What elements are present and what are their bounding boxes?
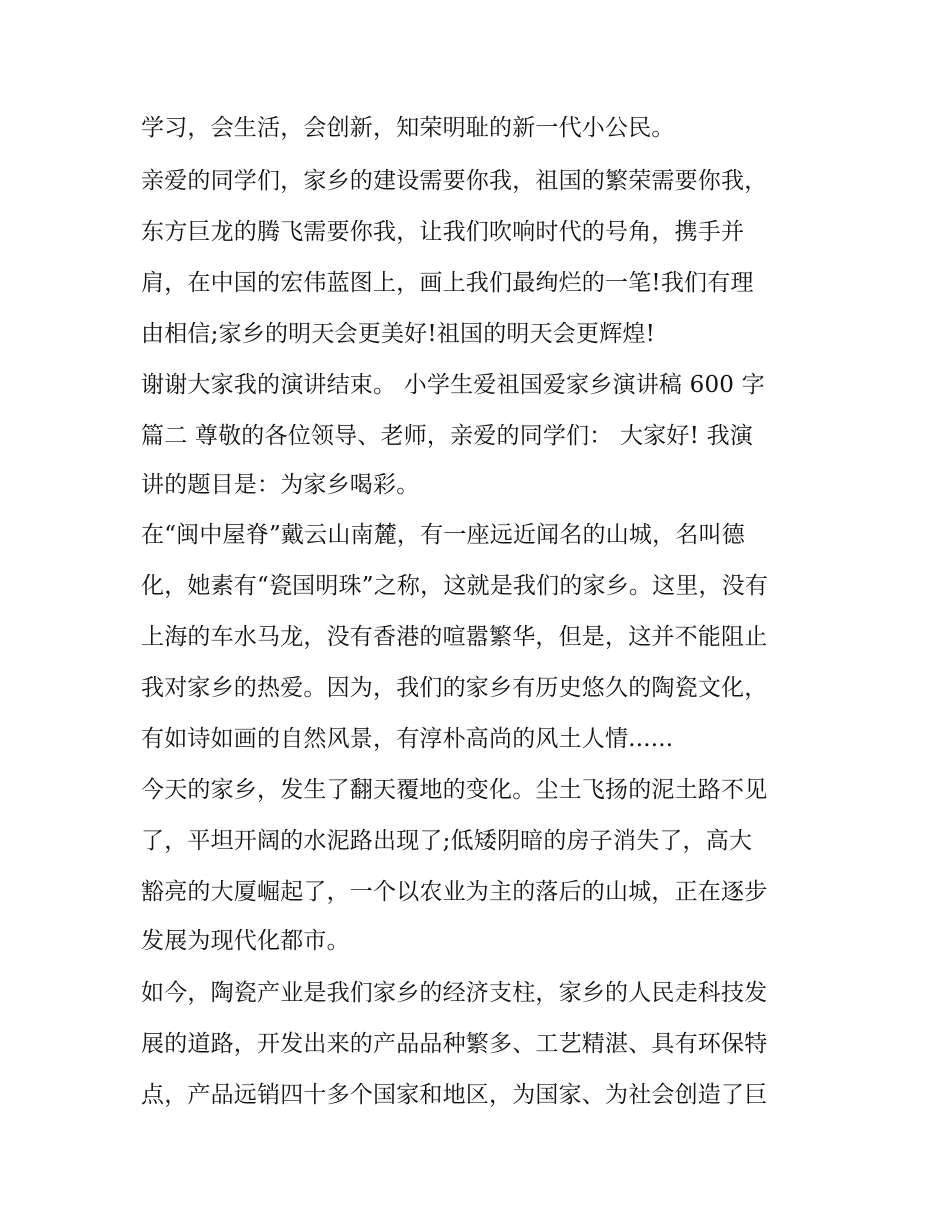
text-line: 讲的题目是：为家乡喝彩。: [141, 472, 420, 498]
text-line: 如今，陶瓷产业是我们家乡的经济支柱，家乡的人民走科技发: [141, 980, 768, 1006]
text-line: 由相信;家乡的明天会更美好!祖国的明天会更辉煌!: [141, 321, 656, 347]
text-line: 展的道路，开发出来的产品品种繁多、工艺精湛、具有环保特: [141, 1031, 768, 1057]
text-line: 化，她素有“瓷国明珠”之称，这就是我们的家乡。这里，没有: [141, 573, 769, 599]
text-line: 篇二 尊敬的各位领导、老师，亲爱的同学们： 大家好! 我演: [141, 423, 753, 449]
text-line: 学习，会生活，会创新，知荣明耻的新一代小公民。: [141, 115, 675, 141]
text-line: 点，产品远销四十多个国家和地区，为国家、为社会创造了巨: [141, 1082, 768, 1108]
text-line: 东方巨龙的腾飞需要你我，让我们吹响时代的号角，携手并: [141, 219, 745, 245]
text-line: 我对家乡的热爱。因为，我们的家乡有历史悠久的陶瓷文化，: [141, 675, 768, 701]
text-line: 豁亮的大厦崛起了，一个以农业为主的落后的山城，正在逐步: [141, 879, 768, 905]
text-line: 肩，在中国的宏伟蓝图上，画上我们最绚烂的一笔!我们有理: [141, 270, 754, 296]
text-line: 发展为现代化都市。: [141, 928, 350, 954]
text-line: 了，平坦开阔的水泥路出现了;低矮阴暗的房子消失了，高大: [141, 828, 753, 854]
text-line: 上海的车水马龙，没有香港的喧嚣繁华，但是，这并不能阻止: [141, 624, 768, 650]
text-line: 今天的家乡，发生了翻天覆地的变化。尘土飞扬的泥土路不见: [141, 777, 768, 803]
text-line: 谢谢大家我的演讲结束。 小学生爱祖国爱家乡演讲稿 600 字: [141, 372, 765, 398]
text-line: 有如诗如画的自然风景，有淳朴高尚的风土人情......: [141, 726, 674, 752]
text-line: 亲爱的同学们，家乡的建设需要你我，祖国的繁荣需要你我，: [141, 168, 768, 194]
text-line: 在“闽中屋脊”戴云山南麓，有一座远近闻名的山城，名叫德: [141, 522, 745, 548]
